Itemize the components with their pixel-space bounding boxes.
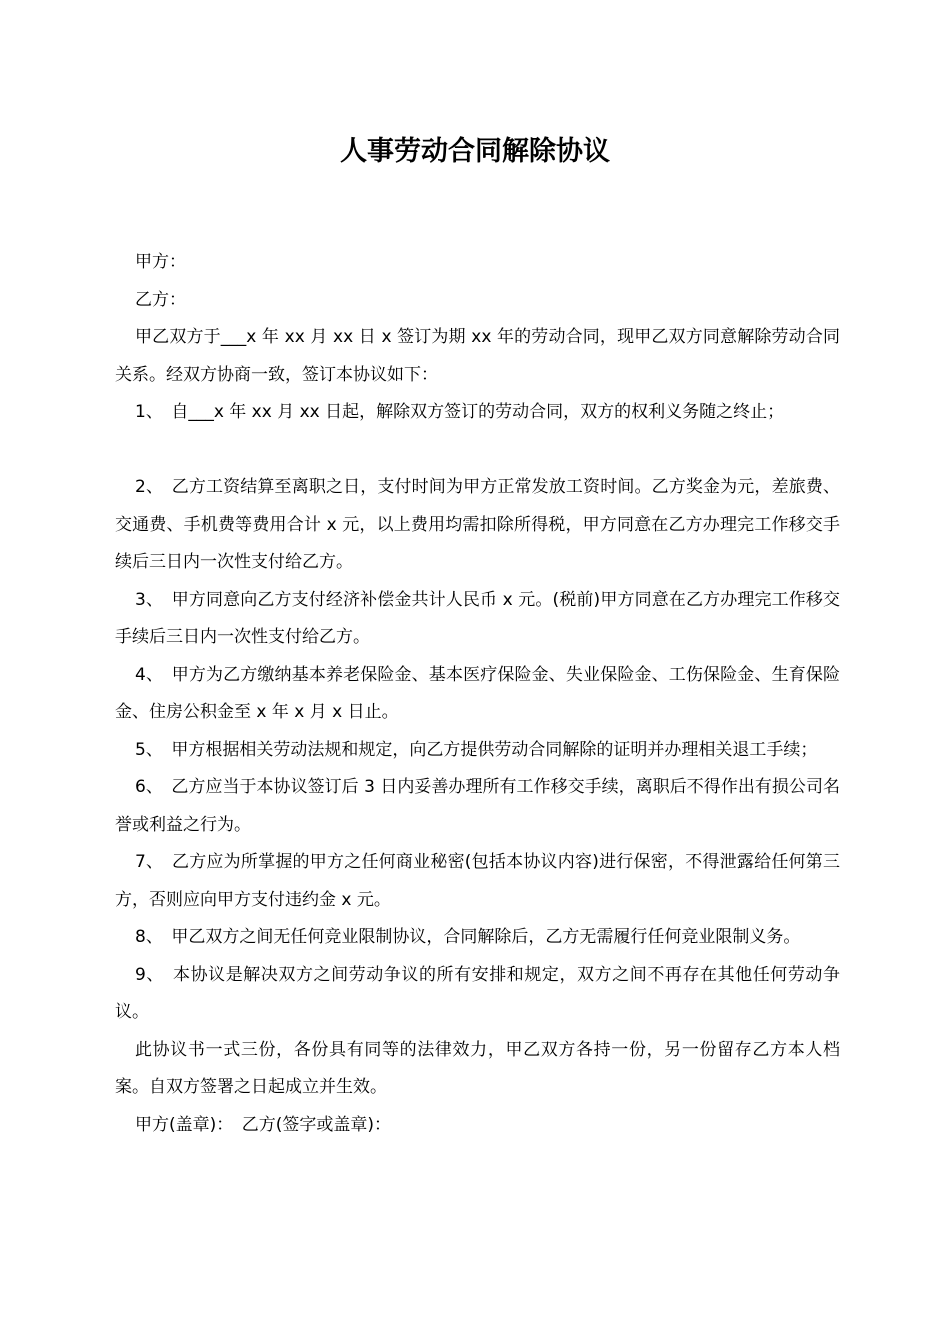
blank-line (115, 432, 840, 470)
party-a-line: 甲方： (135, 252, 186, 272)
document-title: 人事劳动合同解除协议 (340, 136, 610, 167)
clause-9: 9、 本协议是解决双方之间劳动争议的所有安排和规定，双方之间不再存在其他任何劳动争议。 (115, 964, 840, 1022)
clause-8: 8、 甲乙双方之间无任何竞业限制协议，合同解除后，乙方无需履行任何竞业限制义务。 (135, 927, 801, 947)
clause-7: 7、 乙方应为所掌握的甲方之任何商业秘密(包括本协议内容)进行保密，不得泄露给任何第三方，否则应向甲方支付违约金 x 元。 (115, 852, 840, 910)
document-body (115, 244, 840, 1144)
clause-1: 1、 自___x 年 xx 月 xx 日起，解除双方签订的劳动合同，双方的权利义务随之终止； (135, 402, 785, 422)
party-b-line: 乙方： (135, 289, 186, 310)
closing-paragraph: 此协议书一式三份，各份具有同等的法律效力，甲乙双方各持一份，另一份留存乙方本人档案。自双方签署之日起成立并生效。 (115, 1039, 840, 1097)
clause-5: 5、 甲方根据相关劳动法规和规定，向乙方提供劳动合同解除的证明并办理相关退工手续； (135, 739, 818, 760)
clause-4: 4、 甲方为乙方缴纳基本养老保险金、基本医疗保险金、失业保险金、工伤保险金、生育保险金、住房公积金至 x 年 x 月 x 日止。 (115, 664, 840, 722)
intro-paragraph: 甲乙双方于___x 年 xx 月 xx 日 x 签订为期 xx 年的劳动合同，现甲乙双方同意解除劳动合同关系。经双方协商一致，签订本协议如下： (115, 327, 840, 385)
clause-3: 3、 甲方同意向乙方支付经济补偿金共计人民币 x 元。(税前)甲方同意在乙方办理完工作移交手续后三日内一次性支付给乙方。 (115, 589, 840, 647)
clause-2: 2、 乙方工资结算至离职之日，支付时间为甲方正常发放工资时间。乙方奖金为元，差旅费、交通费、手机费等费用合计 x 元，以上费用均需扣除所得税，甲方同意在乙方办理完工作移交手续后三日内一次性支付给乙方。 (115, 477, 840, 572)
clause-6: 6、 乙方应当于本协议签订后 3 日内妥善办理所有工作移交手续，离职后不得作出有损公司名誉或利益之行为。 (115, 777, 840, 835)
signature-line: 甲方(盖章)： 乙方(签字或盖章)： (135, 1114, 392, 1135)
